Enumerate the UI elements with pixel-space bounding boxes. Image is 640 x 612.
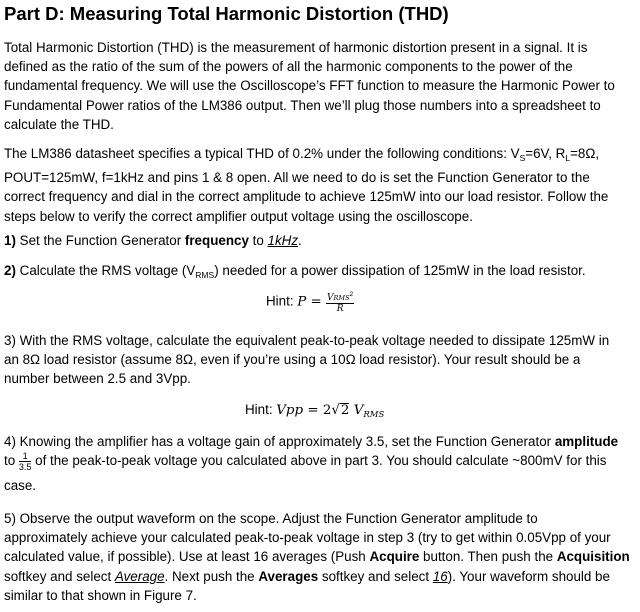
specs-line: correct frequency and dial in the correct amplitude to achieve 125mW into our load resistor. Follow the [4, 189, 609, 205]
step-4: 4) Knowing the amplifier has a voltage gain of approximately 3.5, set the Function Generator amplitude to $\frac{1}{3.5}$ of the peak-to-peak voltage you calculated above in part 3. You should calculate ~800mV for this case. [4, 434, 619, 494]
hint-power-formula: Hint: P = $\frac{VRMS^2}{R}$ [266, 291, 354, 314]
step-2: 2) Calculate the RMS voltage $(V_{RMS})$ needed for a power dissipation of 125mW in the load resistor. [4, 263, 586, 280]
intro-line: Total Harmonic Distortion (THD) is the measurement of harmonic distortion present in a signal. It is [4, 40, 588, 55]
hint-vpp-formula: Hint: Vpp = 2√2 $V_{RMS}$ [245, 402, 385, 420]
step-5: 5) Observe the output waveform on the scope. Adjust the Function Generator amplitude to approximately achieve your calculated peak-to-peak voltage in step 3 (try to get within 0.05Vpp of your calculated value, if possible). Use at least 16 averages (Push Acquire button. Then push the Acquisition softkey and select Average. Next push the Averages softkey and select 16). Your waveform should be similar to that shown in Figure 7. [4, 511, 630, 603]
one-over-gain-fraction: $\frac{1}{3.5}$ [18, 451, 32, 473]
intro-line: Fundamental Power ratios of the LM386 output. Then we’ll plug those numbers into a spreadsheet to [4, 97, 601, 113]
intro-line: calculate the THD. [4, 116, 114, 132]
power-fraction: $\frac{VRMS^2}{R}$ [327, 291, 354, 314]
specs-line: steps below to verify the correct amplifier output voltage using the oscilloscope. [4, 208, 473, 224]
step-3: 3) With the RMS voltage, calculate the equivalent peak-to-peak voltage needed to dissipate 125mW in an 8Ω load resistor (assume 8Ω, even if you’re using a 10Ω load resistor). Your result should be a number between 2.5 and 3Vpp. [4, 333, 610, 387]
specs-line: The LM386 datasheet specifies a typical THD of 0.2% under the following conditions: $V_S=6V$, $R_L=8\Omega$, [4, 146, 600, 163]
intro-line: defined as the ratio of the sum of the powers of all the harmonic components to the power of the [4, 59, 573, 75]
specs-line: POUT=125mW, f=1kHz and pins 1 & 8 open. All we need to do is set the Function Generator to the [4, 170, 590, 186]
section-title: Part D: Measuring Total Harmonic Distortion (THD) [4, 3, 449, 24]
intro-line: fundamental frequency. We will use the Oscilloscope’s FFT function to measure the Harmonic Power to [4, 78, 615, 94]
step-1: 1) Set the Function Generator frequency to 1kHz. [4, 233, 302, 248]
specs-paragraph [4, 144, 632, 226]
intro-paragraph [4, 38, 632, 134]
